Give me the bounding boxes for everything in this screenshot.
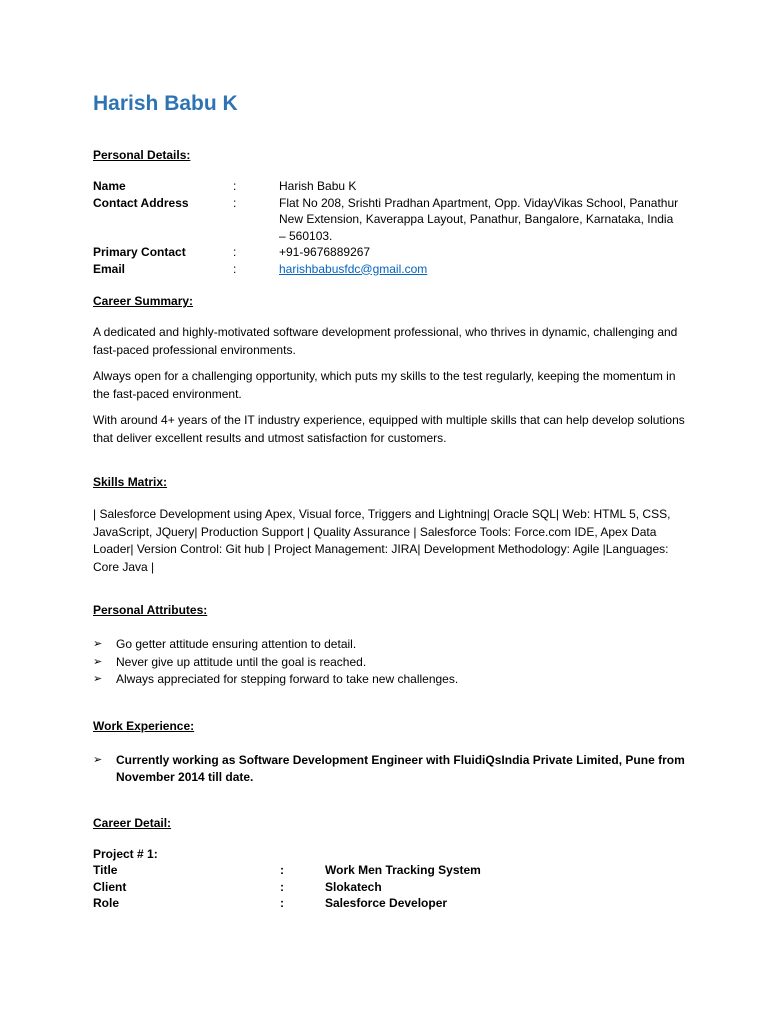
career-summary-heading: Career Summary:	[93, 294, 194, 308]
project-role-value: Salesforce Developer	[325, 896, 448, 910]
table-row	[93, 261, 679, 278]
table-row	[93, 244, 679, 261]
colon: :	[233, 245, 237, 259]
list-item	[93, 752, 693, 787]
contact-address-label: Contact Address	[93, 195, 189, 210]
arrow-bullet-icon: ➢	[93, 673, 103, 685]
personal-details-table	[93, 178, 679, 277]
list-item	[93, 654, 693, 672]
name-value: Harish Babu K	[279, 179, 357, 193]
colon: :	[233, 179, 237, 193]
career-summary-paragraph: Always open for a challenging opportunity, which puts my skills to the test regularly, keeping the momentum in the fast-paced environment.	[93, 369, 676, 401]
colon: :	[233, 261, 237, 276]
table-row	[93, 178, 679, 195]
career-summary-paragraph: With around 4+ years of the IT industry experience, equipped with multiple skills that can help develop solutions that deliver excellent results and utmost satisfaction for customers.	[93, 413, 685, 445]
list-item	[93, 636, 693, 654]
primary-contact-value: +91-9676889267	[279, 245, 371, 259]
attribute-text: Never give up attitude until the goal is reached.	[116, 654, 367, 669]
project-client-value: Slokatech	[325, 879, 382, 894]
colon: :	[280, 863, 284, 877]
work-experience-text: Currently working as Software Development Engineer with FluidiQsIndia Private Limited, Pune from November 2014 till date.	[116, 752, 685, 784]
list-item	[93, 671, 693, 689]
attribute-text: Go getter attitude ensuring attention to detail.	[116, 637, 357, 651]
project-details-table	[93, 862, 625, 912]
personal-attributes-heading: Personal Attributes:	[93, 603, 208, 617]
arrow-bullet-icon: ➢	[93, 638, 103, 650]
table-row	[93, 862, 625, 879]
work-experience-heading: Work Experience:	[93, 718, 195, 733]
name-label: Name	[93, 179, 126, 193]
skills-matrix-text: | Salesforce Development using Apex, Visual force, Triggers and Lightning| Oracle SQL| Web: HTML 5, CSS, JavaScript, JQuery| Production Support | Quality Assurance | Salesforce Tools: Force.com IDE, Apex Data Loader| Version Control: Git hub | Project Management: JIRA| Development Methodology: Agile |Languages: Core Java |	[93, 507, 671, 574]
colon: :	[280, 896, 284, 910]
table-row	[93, 895, 625, 912]
email-link[interactable]: harishbabusfdc@gmail.com	[279, 261, 428, 276]
table-row	[93, 879, 625, 896]
work-experience-list	[93, 752, 693, 787]
project-client-label: Client	[93, 879, 127, 894]
project-title-label: Title	[93, 863, 118, 877]
table-row	[93, 195, 679, 245]
resume-page	[93, 90, 693, 912]
resume-name-title: Harish Babu K	[93, 92, 238, 115]
arrow-bullet-icon: ➢	[93, 753, 103, 766]
project-label: Project # 1:	[93, 846, 158, 861]
arrow-bullet-icon: ➢	[93, 655, 103, 668]
project-title-value: Work Men Tracking System	[325, 863, 481, 877]
skills-matrix-heading: Skills Matrix:	[93, 475, 168, 489]
email-value-cell	[279, 261, 679, 278]
attribute-text: Always appreciated for stepping forward to take new challenges.	[116, 672, 459, 686]
personal-details-heading: Personal Details:	[93, 148, 191, 162]
contact-address-value: Flat No 208, Srishti Pradhan Apartment, Opp. VidayVikas School, Panathur New Extension, Kaverappa Layout, Panathur, Bangalore, Karnataka, India – 560103.	[279, 195, 679, 243]
project-role-label: Role	[93, 896, 120, 910]
colon: :	[233, 195, 237, 210]
career-summary-paragraph: A dedicated and highly-motivated software development professional, who thrives in dynamic, challenging and fast-paced professional environments.	[93, 325, 678, 357]
career-detail-heading: Career Detail:	[93, 815, 172, 830]
primary-contact-label: Primary Contact	[93, 245, 186, 259]
colon: :	[280, 879, 284, 894]
personal-attributes-list	[93, 636, 693, 689]
email-label: Email	[93, 261, 126, 276]
